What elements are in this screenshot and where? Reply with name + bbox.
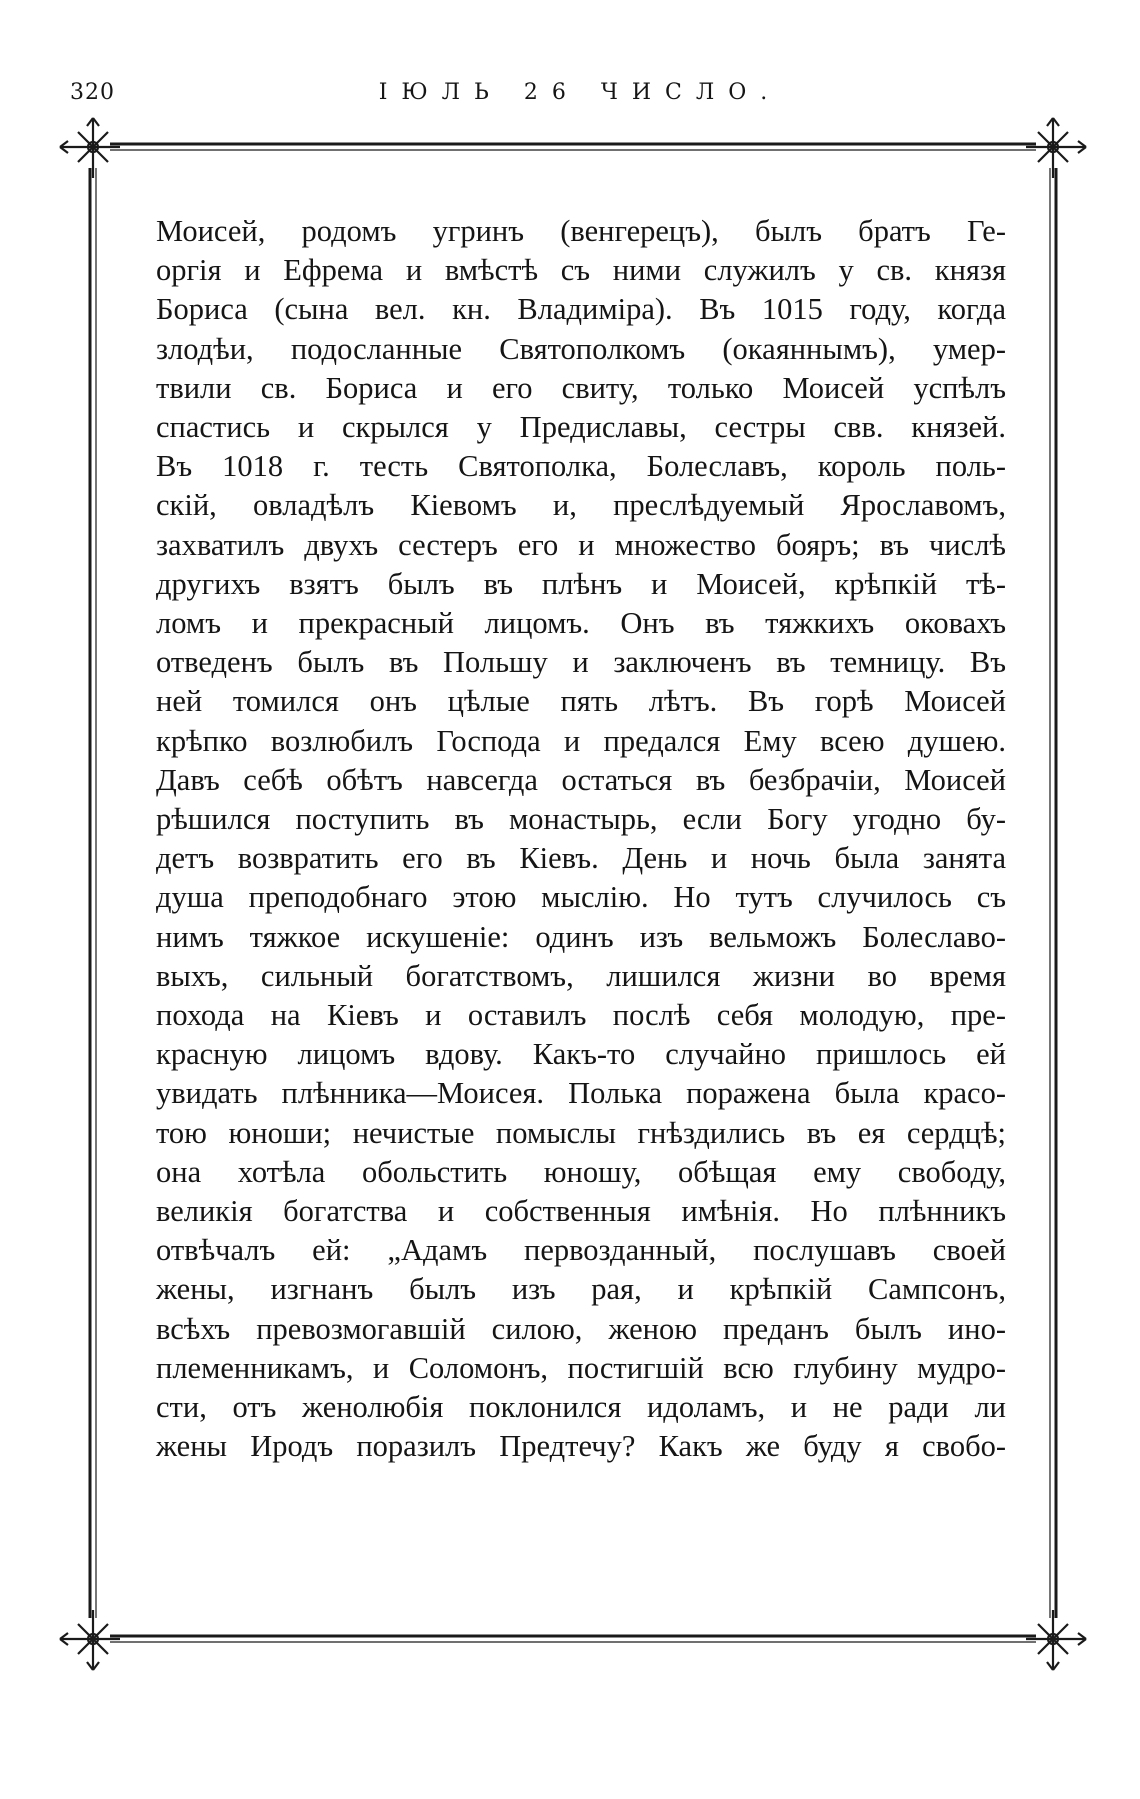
- text-line: ней томился онъ цѣлые пять лѣтъ. Въ горѣ Моисей: [156, 684, 1006, 719]
- text-line: великія богатства и собственныя имѣнія. Но плѣнникъ: [156, 1194, 1006, 1229]
- corner-ornament-bottom-left: [60, 1610, 120, 1670]
- text-line: она хотѣла обольстить юношу, обѣщая ему свободу,: [156, 1154, 1006, 1189]
- text-line: всѣхъ превозмогавшій силою, женою преданъ былъ ино-: [156, 1311, 1006, 1346]
- page-number: 320: [70, 80, 115, 105]
- text-line: Бориса (сына вел. кн. Владиміра). Въ 1015 году, когда: [156, 292, 1006, 327]
- text-line: племенникамъ, и Соломонъ, постигшій всю глубину мудро-: [156, 1350, 1006, 1385]
- text-line: рѣшился поступить въ монастырь, если Богу угодно бу-: [156, 802, 1006, 837]
- text-line: детъ возвратить его въ Кіевъ. День и ночь была занята: [156, 841, 1006, 876]
- text-line: оргія и Ефрема и вмѣстѣ съ ними служилъ у св. князя: [156, 253, 1006, 288]
- text-line: похода на Кіевъ и оставилъ послѣ себя молодую, пре-: [156, 998, 1006, 1033]
- text-line: отведенъ былъ въ Польшу и заключенъ въ темницу. Въ: [156, 645, 1006, 680]
- text-line: крѣпко возлюбилъ Господа и предался Ему всею душею.: [156, 723, 1006, 758]
- text-line: сти, отъ женолюбія поклонился идоламъ, и не ради ли: [156, 1390, 1006, 1425]
- text-line: жены, изгнанъ былъ изъ рая, и крѣпкій Сампсонъ,: [156, 1272, 1006, 1307]
- text-line: злодѣи, подосланные Святополкомъ (окаяннымъ), умер-: [156, 331, 1006, 366]
- text-line: красную лицомъ вдову. Какъ-то случайно пришлось ей: [156, 1037, 1006, 1072]
- text-line: жены Иродъ поразилъ Предтечу? Какъ же буду я свобо-: [156, 1429, 1006, 1464]
- body-text: [156, 212, 1006, 1467]
- text-line: твили св. Бориса и его свиту, только Моисей успѣлъ: [156, 370, 1006, 405]
- text-line: тою юноши; нечистые помыслы гнѣздились въ ея сердцѣ;: [156, 1115, 1006, 1150]
- corner-ornament-bottom-right: [1026, 1610, 1086, 1670]
- text-line: Давъ себѣ обѣтъ навсегда остаться въ безбрачіи, Моисей: [156, 762, 1006, 797]
- text-line: захватилъ двухъ сестеръ его и множество бояръ; въ числѣ: [156, 527, 1006, 562]
- text-line: увидать плѣнника—Моисея. Полька поражена была красо-: [156, 1076, 1006, 1111]
- text-line: Въ 1018 г. тесть Святополка, Болеславъ, король поль-: [156, 449, 1006, 484]
- running-title: ІЮЛЬ 26 ЧИСЛО.: [378, 80, 782, 105]
- text-line: отвѣчалъ ей: „Адамъ первозданный, послушавъ своей: [156, 1233, 1006, 1268]
- text-line: выхъ, сильный богатствомъ, лишился жизни во время: [156, 958, 1006, 993]
- text-line: душа преподобнаго этою мыслію. Но тутъ случилось съ: [156, 880, 1006, 915]
- text-line: спастись и скрылся у Предиславы, сестры свв. князей.: [156, 410, 1006, 445]
- text-line: нимъ тяжкое искушеніе: одинъ изъ вельможъ Болеславо-: [156, 919, 1006, 954]
- text-line: скій, овладѣлъ Кіевомъ и, преслѣдуемый Ярославомъ,: [156, 488, 1006, 523]
- text-line: Моисей, родомъ угринъ (венгерецъ), былъ братъ Ге-: [156, 214, 1006, 248]
- text-line: ломъ и прекрасный лицомъ. Онъ въ тяжкихъ оковахъ: [156, 606, 1006, 641]
- text-line: другихъ взятъ былъ въ плѣнъ и Моисей, крѣпкій тѣ-: [156, 566, 1006, 601]
